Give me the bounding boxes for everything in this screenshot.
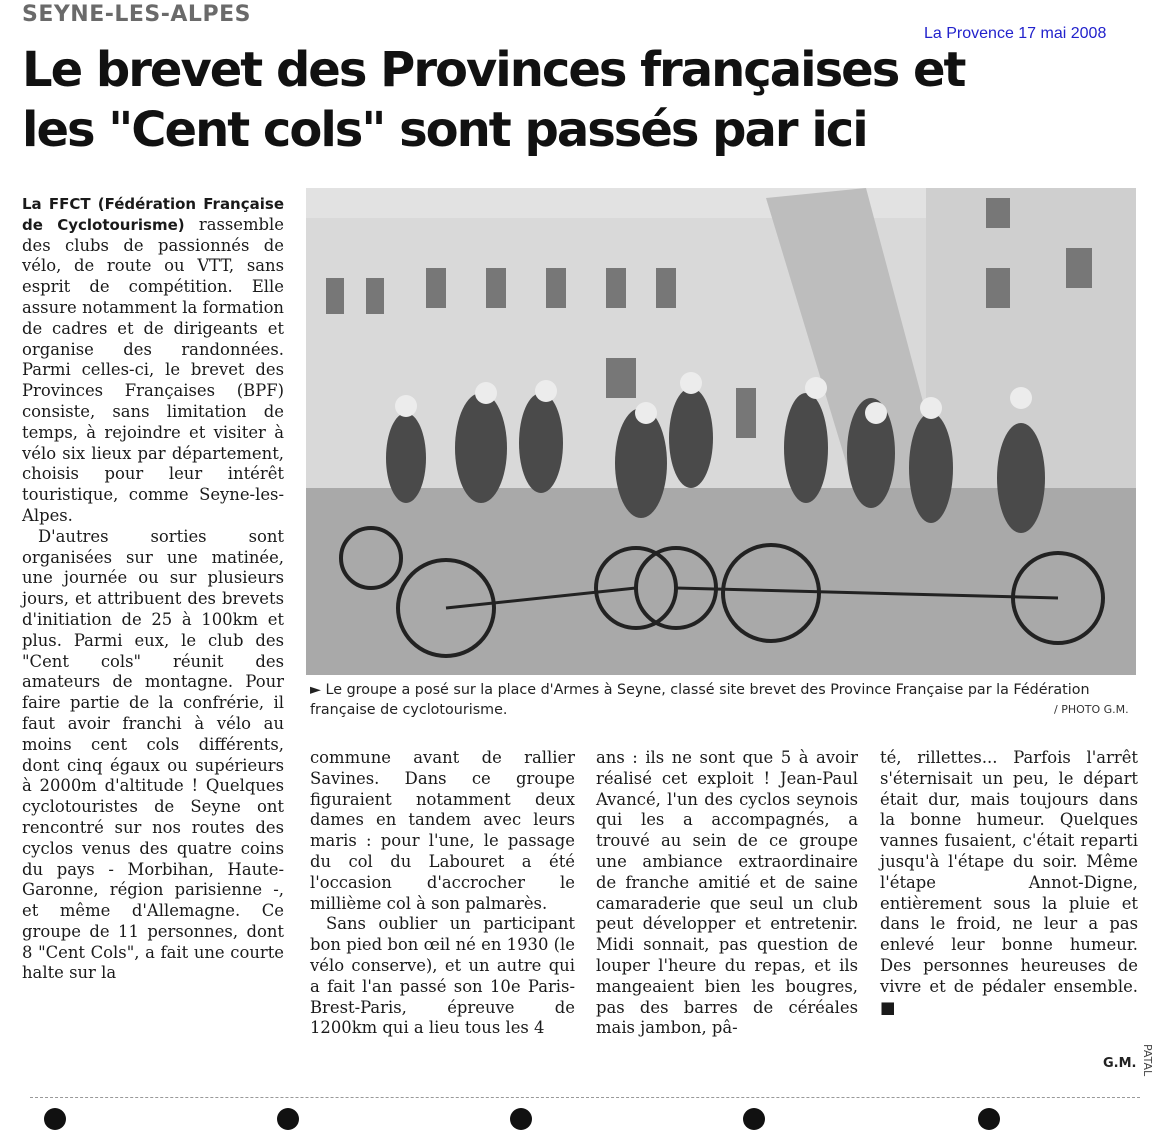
paragraph-4: Sans oublier un participant bon pied bon œil né en 1930 (le vélo conserve), et un autre qui a fait l'an passé son 10e Paris-Brest-Paris, épreuve de 1200km qui a lieu tous les 4 [310,914,575,1038]
section-label: SEYNE-LES-ALPES [22,2,251,27]
page-edge-text: PATAL [1141,1044,1154,1077]
paragraph-5: ans : ils ne sont que 5 à avoir réalisé cet exploit ! Jean-Paul Avancé, l'un des cyclos seynois qui les a accompagnés, a trouvé au sein de ce groupe une ambiance extraordinaire de franche amitié et de saine camaraderie que seul un club peut développer et entretenir. Midi sonnait, pas question de louper l'heure du repas, et ils mangeaient bien les bougres, pas des barres de céréales mais jambon, pâ- [596,748,858,1038]
perforation-line [30,1097,1140,1098]
punch-hole [510,1108,532,1130]
punch-hole [277,1108,299,1130]
punch-hole [978,1108,1000,1130]
article-column-4 [880,748,1138,1018]
group-photo [306,188,1136,675]
photo-credit: / PHOTO G.M. [1054,703,1129,716]
lead-bold: La FFCT (Fédération Française de Cyclotourisme) [22,195,284,234]
article-column-3 [596,748,858,1039]
article-column-1 [22,194,284,984]
author-signature: G.M. [1103,1056,1137,1071]
punch-hole [743,1108,765,1130]
paragraph-2: D'autres sorties sont organisées sur une matinée, une journée ou sur plusieurs jours, et attribuent des brevets d'initiation de 25 à 100km et plus. Parmi eux, le club des "Cent cols" réunit des amateurs de montagne. Pour faire partie de la confrérie, il faut avoir franchi à vélo au moins cent cols différents, dont cinq égaux ou supérieurs à 2000m d'altitude ! Quelques cyclotouristes de Seyne ont rencontré sur nos routes des cyclos venus des quatre coins du pays - Morbihan, Haute-Garonne, région parisienne -, et même d'Allemagne. Ce groupe de 11 personnes, dont 8 "Cent Cols", a fait une courte halte sur la [22,526,284,983]
headline: Le brevet des Provinces françaises et les "Cent cols" sont passés par ici [22,42,965,158]
group-photo-illustration [306,188,1136,675]
paragraph-1-text: rassemble des clubs de passionnés de vélo, de route ou VTT, sans esprit de compétition. Elle assure notamment la formation de cadres et de dirigeants et organise des randonnées. Parmi celles-ci, le brevet des Provinces Françaises (BPF) consiste, sans limitation de temps, à rejoindre et visiter à vélo six lieux par département, choisis pour leur intérêt touristique, comme Seyne-les-Alpes. [22,214,284,525]
photo-caption: ► Le groupe a posé sur la place d'Armes à Seyne, classé site brevet des Province Française par la Fédération française de cyclotourisme. [310,682,1090,718]
paragraph-1 [22,194,284,527]
source-date: La Provence 17 mai 2008 [924,25,1107,42]
punch-hole [44,1108,66,1130]
paragraph-3: commune avant de rallier Savines. Dans ce groupe figuraient notamment deux dames en tandem avec leurs maris : pour l'une, le passage du col du Labouret a été l'occasion d'accrocher le millième col à son palmarès. [310,748,575,913]
paragraph-6: té, rillettes... Parfois l'arrêt s'éternisait un peu, le départ était dur, mais toujours dans la bonne humeur. Quelques vannes fusaient, c'était reparti jusqu'à l'étape du soir. Même l'étape Annot-Digne, entièrement sous la pluie et dans le froid, ne leur a pas enlevé leur bonne humeur. Des personnes heureuses de vivre et de pédaler ensemble. ■ [880,748,1138,1017]
article-column-2 [310,748,575,1039]
